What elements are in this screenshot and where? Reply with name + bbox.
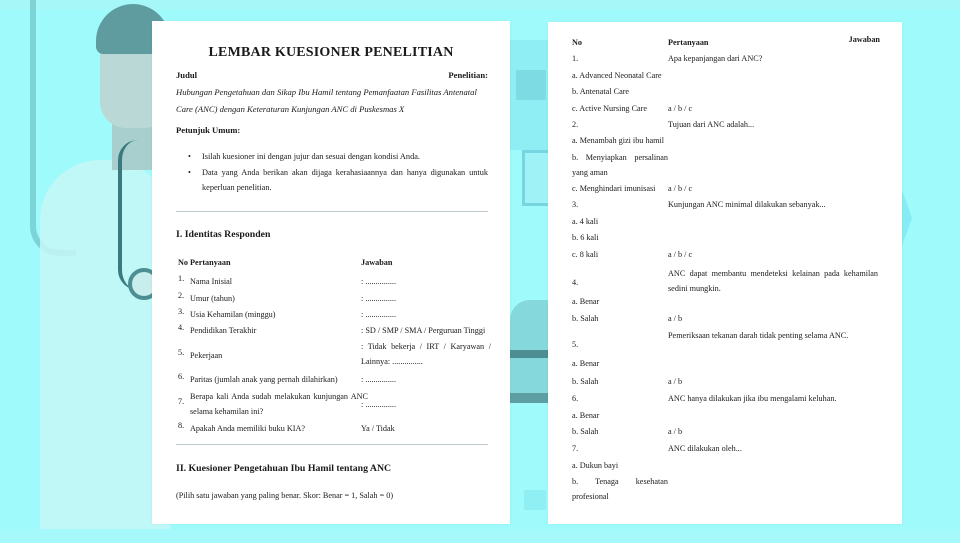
medical-cross-icon xyxy=(516,70,546,100)
research-title: Hubungan Pengetahuan dan Sikap Ibu Hamil tentang Pemanfaatan Fasilitas Antenatal Care (ANC) dengan Keteraturan Kunjungan ANC di Puskesmas X xyxy=(176,87,477,114)
question-text: ANC hanya dilakukan jika ibu mengalami keluhan. xyxy=(668,394,837,403)
row-question: Nama Inisial xyxy=(190,277,233,286)
row-answer-field[interactable]: : ............... xyxy=(361,294,397,303)
question-number: 5. xyxy=(572,340,579,349)
row-question: Pekerjaan xyxy=(190,351,223,360)
row-number: 6. xyxy=(178,372,185,381)
answer-choice-field[interactable]: a / b / c xyxy=(668,104,693,113)
question-text: ANC dilakukan oleh... xyxy=(668,444,742,453)
row-number: 5. xyxy=(178,348,185,357)
question-text: Apa kepanjangan dari ANC? xyxy=(668,54,763,63)
arrow-right-icon xyxy=(902,190,912,246)
answer-choice-field[interactable]: a / b xyxy=(668,427,683,436)
row-question: Paritas (jumlah anak yang pernah dilahirkan) xyxy=(190,375,338,384)
answer-option[interactable]: b. Salah xyxy=(572,377,599,386)
row-question: Berapa kali Anda sudah melakukan kunjungan ANC selama kehamilan ini? xyxy=(190,392,368,416)
answer-option[interactable]: a. Benar xyxy=(572,297,600,306)
row-question: Umur (tahun) xyxy=(190,294,235,303)
question-number: 7. xyxy=(572,444,579,453)
instructions-heading: Petunjuk Umum: xyxy=(176,125,241,135)
row-number: 2. xyxy=(178,291,185,300)
document-title: LEMBAR KUESIONER PENELITIAN xyxy=(208,45,454,60)
document-page-right xyxy=(548,22,902,524)
row-answer-field[interactable]: Ya / Tidak xyxy=(361,424,395,433)
question-text: Kunjungan ANC minimal dilakukan sebanyak... xyxy=(668,200,826,209)
background-bottom-band xyxy=(0,529,960,543)
row-question: Apakah Anda memiliki buku KIA? xyxy=(190,424,306,433)
question-number: 2. xyxy=(572,120,579,129)
decorative-bar xyxy=(510,393,548,403)
answer-choice-field[interactable]: a / b xyxy=(668,314,683,323)
answer-choice-field[interactable]: a / b xyxy=(668,377,683,386)
row-question: Usia Kehamilan (minggu) xyxy=(190,310,276,319)
row-number: 4. xyxy=(178,323,185,332)
section-heading-knowledge: II. Kuesioner Pengetahuan Ibu Hamil tentang ANC xyxy=(176,463,392,474)
row-question: Pendidikan Terakhir xyxy=(190,326,257,335)
section-divider xyxy=(176,211,488,212)
question-text: ANC dapat membantu mendeteksi kelainan pada kehamilan sedini mungkin. xyxy=(668,269,878,293)
answer-option[interactable]: a. Dukun bayi xyxy=(572,461,619,470)
row-answer-field[interactable]: : SD / SMP / SMA / Perguruan Tinggi xyxy=(361,326,486,335)
header-answer: Jawaban xyxy=(361,258,393,267)
answer-option[interactable]: b. Tenaga kesehatan profesional xyxy=(572,477,668,501)
title-label-row xyxy=(176,70,488,80)
row-answer-field[interactable]: : Tidak bekerja / IRT / Karyawan / Lainnya: ............... xyxy=(361,342,491,366)
checkmark-icon xyxy=(524,490,546,510)
row-answer-field[interactable]: : ............... xyxy=(361,375,397,384)
answer-option[interactable]: b. Menyiapkan persalinan yang aman xyxy=(572,153,668,177)
answer-option[interactable]: a. Benar xyxy=(572,411,600,420)
row-number: 8. xyxy=(178,421,185,430)
answer-option[interactable]: a. Benar xyxy=(572,359,600,368)
section-heading-identity: I. Identitas Responden xyxy=(176,229,271,240)
row-number: 3. xyxy=(178,307,185,316)
section-divider xyxy=(176,444,488,445)
judul-label: Judul xyxy=(176,70,198,80)
answer-option[interactable]: b. Antenatal Care xyxy=(572,87,630,96)
row-answer-field[interactable]: : ............... xyxy=(361,310,397,319)
section-instruction-note: (Pilih satu jawaban yang paling benar. Skor: Benar = 1, Salah = 0) xyxy=(176,491,394,500)
question-number: 1. xyxy=(572,54,579,63)
penelitian-label: Penelitian: xyxy=(448,70,488,80)
answer-option[interactable]: b. Salah xyxy=(572,427,599,436)
row-answer-field[interactable]: : ............... xyxy=(361,277,397,286)
question-number: 3. xyxy=(572,200,579,209)
decorative-bar xyxy=(510,350,548,358)
question-text: Pemeriksaan tekanan darah tidak penting selama ANC. xyxy=(668,331,849,340)
instruction-item: • Isilah kuesioner ini dengan jujur dan sesuai dengan kondisi Anda. xyxy=(188,149,488,164)
question-number: 6. xyxy=(572,394,579,403)
answer-option[interactable]: b. Salah xyxy=(572,314,599,323)
row-number: 7. xyxy=(178,397,185,406)
header-no: No xyxy=(572,38,583,47)
row-number: 1. xyxy=(178,274,185,283)
header-question: Pertanyaan xyxy=(668,38,709,47)
answer-option[interactable]: a. 4 kali xyxy=(572,217,599,226)
answer-option[interactable]: c. Active Nursing Care xyxy=(572,104,648,113)
row-answer-field[interactable]: : ............... xyxy=(361,400,397,409)
instructions-list xyxy=(188,149,488,196)
question-number: 4. xyxy=(572,278,579,287)
header-answer: Jawaban xyxy=(848,35,880,44)
answer-option[interactable]: b. 6 kali xyxy=(572,233,599,242)
instruction-item: • Data yang Anda berikan akan dijaga kerahasiaannya dan hanya digunakan untuk keperluan penelitian. xyxy=(188,165,488,195)
header-no-question: No Pertanyaan xyxy=(178,258,231,267)
answer-choice-field[interactable]: a / b / c xyxy=(668,184,693,193)
document-page-left xyxy=(152,21,510,524)
question-text: Tujuan dari ANC adalah... xyxy=(668,120,755,129)
answer-choice-field[interactable]: a / b / c xyxy=(668,250,693,259)
answer-option[interactable]: a. Menambah gizi ibu hamil xyxy=(572,136,665,145)
answer-option[interactable]: c. 8 kali xyxy=(572,250,599,259)
answer-option[interactable]: c. Menghindari imunisasi xyxy=(572,184,656,193)
answer-option[interactable]: a. Advanced Neonatal Care xyxy=(572,71,662,80)
